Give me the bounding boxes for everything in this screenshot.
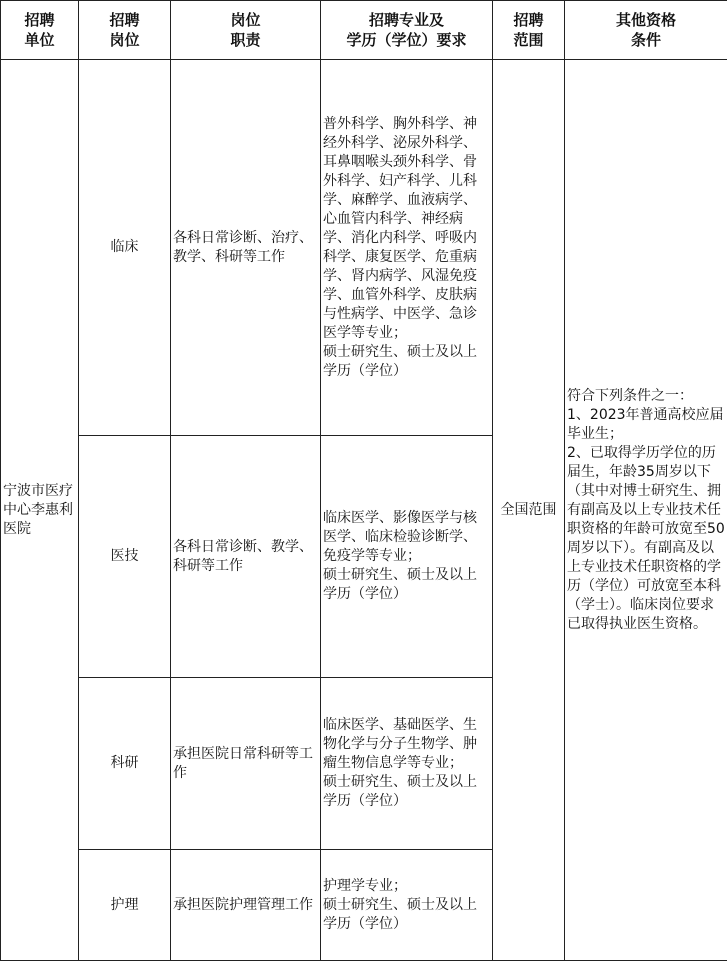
condition-line: 2、已取得学历学位的历届生，年龄35周岁以下（其中对博士研究生、拥有副高及以上专业技术任职资格的年龄可放宽至50周岁以下）。有副高及以上专业技术任职资格的学历（学位）可放宽至本科（学士）。临床岗位要求已取得执业医生资格。 xyxy=(567,444,725,632)
degree-text: 硕士研究生、硕士及以上学历（学位） xyxy=(323,896,477,932)
major-text: 临床医学、基础医学、生物化学与分子生物学、肿瘤生物信息学等专业； xyxy=(323,717,477,771)
condition-line: 符合下列条件之一： xyxy=(567,387,693,404)
header-duty: 岗位 职责 xyxy=(171,1,321,60)
major-cell xyxy=(321,436,493,678)
condition-line: 1、2023年普通高校应届毕业生； xyxy=(567,406,724,442)
header-other: 其他资格 条件 xyxy=(565,1,727,60)
header-scope: 招聘 范围 xyxy=(493,1,565,60)
major-cell xyxy=(321,678,493,850)
scope-cell: 全国范围 xyxy=(493,60,565,961)
post-cell: 护理 xyxy=(79,850,171,961)
major-text: 临床医学、影像医学与核医学、临床检验诊断学、免疫学等专业； xyxy=(323,510,477,564)
post-cell: 医技 xyxy=(79,436,171,678)
duty-cell: 各科日常诊断、治疗、教学、科研等工作 xyxy=(171,60,321,436)
duty-cell: 各科日常诊断、教学、科研等工作 xyxy=(171,436,321,678)
major-text: 普外科学、胸外科学、神经外科学、泌尿外科学、耳鼻咽喉头颈外科学、骨外科学、妇产科学、儿科学、麻醉学、血液病学、心血管内科学、神经病学、消化内科学、呼吸内科学、康复医学、危重病学、肾内病学、风湿免疫学、血管外科学、皮肤病与性病学、中医学、急诊医学等专业； xyxy=(323,115,477,341)
major-cell xyxy=(321,850,493,961)
degree-text: 硕士研究生、硕士及以上学历（学位） xyxy=(323,567,477,602)
degree-text: 硕士研究生、硕士及以上学历（学位） xyxy=(323,774,477,809)
header-unit: 招聘 单位 xyxy=(1,1,79,60)
header-row xyxy=(1,1,727,60)
major-cell xyxy=(321,60,493,436)
post-cell: 科研 xyxy=(79,678,171,850)
header-major: 招聘专业及 学历（学位）要求 xyxy=(321,1,493,60)
post-cell: 临床 xyxy=(79,60,171,436)
duty-cell: 承担医院护理管理工作 xyxy=(171,850,321,961)
duty-cell: 承担医院日常科研等工作 xyxy=(171,678,321,850)
header-post: 招聘 岗位 xyxy=(79,1,171,60)
major-text: 护理学专业； xyxy=(323,877,407,894)
degree-text: 硕士研究生、硕士及以上学历（学位） xyxy=(323,343,477,379)
table-row xyxy=(1,60,727,436)
unit-cell: 宁波市医疗中心李惠利医院 xyxy=(1,60,79,961)
conditions-cell xyxy=(565,60,727,961)
